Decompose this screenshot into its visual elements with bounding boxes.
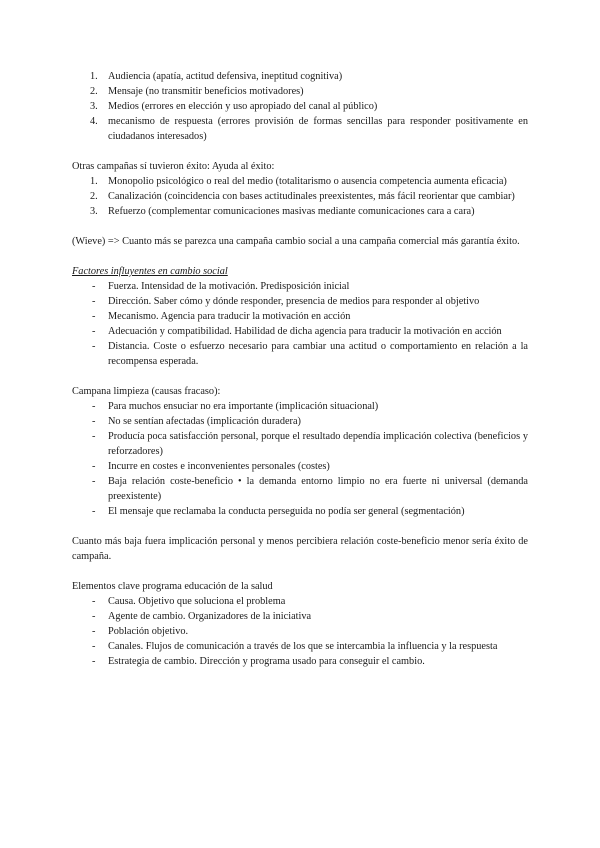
dash-marker: - bbox=[92, 416, 96, 427]
list-item-text: Mecanismo. Agencia para traducir la motivación en acción bbox=[108, 311, 351, 322]
list-item bbox=[72, 324, 528, 339]
paragraph-cuanto-mas-baja: Cuanto más baja fuera implicación personal y menos percibiera relación coste-beneficio menor sería éxito de campaña. bbox=[72, 536, 528, 562]
list-item-text: Adecuación y compatibilidad. Habilidad de dicha agencia para traducir la motivación en acción bbox=[108, 326, 502, 337]
list-item bbox=[72, 294, 528, 309]
list-item bbox=[72, 624, 528, 639]
list-item bbox=[72, 504, 528, 519]
dash-marker: - bbox=[92, 326, 96, 337]
failure-factors-list bbox=[72, 69, 528, 144]
list-item-text: No se sentían afectadas (implicación duradera) bbox=[108, 416, 301, 427]
list-number: 3. bbox=[90, 206, 98, 217]
list-item-text: Causa. Objetivo que soluciona el problema bbox=[108, 596, 286, 607]
dash-marker: - bbox=[92, 476, 96, 487]
list-item-text: Refuerzo (complementar comunicaciones masivas mediante comunicaciones cara a cara) bbox=[108, 206, 475, 217]
dash-marker: - bbox=[92, 611, 96, 622]
paragraph-elementos-clave: Elementos clave programa educación de la salud bbox=[72, 581, 273, 592]
dash-marker: - bbox=[92, 596, 96, 607]
list-item bbox=[72, 474, 528, 504]
list-item-text: Medios (errores en elección y uso apropiado del canal al público) bbox=[108, 101, 378, 112]
list-item-text: Incurre en costes e inconvenientes personales (costes) bbox=[108, 461, 330, 472]
list-item-text: mecanismo de respuesta (errores provisión de formas sencillas para responder positivamente en ciudadanos interesados) bbox=[108, 116, 528, 142]
list-item-text: Baja relación coste-beneficio • la demanda entorno limpio no era fuerte ni universal (demanda preexistente) bbox=[108, 476, 528, 502]
list-item bbox=[72, 639, 528, 654]
list-number: 1. bbox=[90, 71, 98, 82]
list-item-text: Distancia. Coste o esfuerzo necesario para cambiar una actitud o comportamiento en relación a la recompensa esperada. bbox=[108, 341, 528, 367]
dash-marker: - bbox=[92, 281, 96, 292]
list-number: 2. bbox=[90, 191, 98, 202]
list-item-text: Canales. Flujos de comunicación a través de los que se intercambia la influencia y la respuesta bbox=[108, 641, 498, 652]
list-item bbox=[72, 429, 528, 459]
dash-marker: - bbox=[92, 401, 96, 412]
heading-text: Factores influyentes en cambio social bbox=[72, 266, 228, 277]
list-item-text: Estrategia de cambio. Dirección y programa usado para conseguir el cambio. bbox=[108, 656, 425, 667]
elementos-list bbox=[72, 594, 528, 669]
list-item bbox=[72, 414, 528, 429]
list-item bbox=[72, 204, 528, 219]
list-item-text: Dirección. Saber cómo y dónde responder, presencia de medios para responder al objetivo bbox=[108, 296, 480, 307]
list-item bbox=[72, 99, 528, 114]
dash-marker: - bbox=[92, 296, 96, 307]
dash-marker: - bbox=[92, 506, 96, 517]
list-item-text: Población objetivo. bbox=[108, 626, 189, 637]
list-number: 4. bbox=[90, 116, 98, 127]
list-item bbox=[72, 84, 528, 99]
paragraph-otras-campanas: Otras campañas sí tuvieron éxito: Ayuda al éxito: bbox=[72, 161, 275, 172]
list-item bbox=[72, 189, 528, 204]
list-item-text: Agente de cambio. Organizadores de la iniciativa bbox=[108, 611, 312, 622]
paragraph-wieve: (Wieve) => Cuanto más se parezca una campaña cambio social a una campaña comercial más garantía éxito. bbox=[72, 236, 520, 247]
success-factors-list bbox=[72, 174, 528, 219]
dash-marker: - bbox=[92, 431, 96, 442]
dash-marker: - bbox=[92, 341, 96, 352]
list-item bbox=[72, 114, 528, 144]
list-item bbox=[72, 339, 528, 369]
list-item bbox=[72, 309, 528, 324]
factores-list bbox=[72, 279, 528, 369]
list-item bbox=[72, 399, 528, 414]
list-number: 3. bbox=[90, 101, 98, 112]
list-item-text: Producía poca satisfacción personal, porque el resultado dependía implicación colectiva (beneficios y reforzadores) bbox=[108, 431, 528, 457]
list-number: 1. bbox=[90, 176, 98, 187]
list-item-text: Fuerza. Intensidad de la motivación. Predisposición inicial bbox=[108, 281, 350, 292]
dash-marker: - bbox=[92, 461, 96, 472]
paragraph-campana-limpieza: Campana limpieza (causas fracaso): bbox=[72, 386, 221, 397]
dash-marker: - bbox=[92, 641, 96, 652]
list-item bbox=[72, 609, 528, 624]
list-item bbox=[72, 654, 528, 669]
list-item-text: Para muchos ensuciar no era importante (implicación situacional) bbox=[108, 401, 379, 412]
dash-marker: - bbox=[92, 311, 96, 322]
list-item bbox=[72, 594, 528, 609]
list-item bbox=[72, 69, 528, 84]
dash-marker: - bbox=[92, 656, 96, 667]
list-item bbox=[72, 279, 528, 294]
list-number: 2. bbox=[90, 86, 98, 97]
campana-causes-list bbox=[72, 399, 528, 519]
list-item bbox=[72, 459, 528, 474]
list-item-text: Mensaje (no transmitir beneficios motivadores) bbox=[108, 86, 304, 97]
list-item-text: Audiencia (apatía, actitud defensiva, ineptitud cognitiva) bbox=[108, 71, 343, 82]
list-item-text: Canalización (coincidencia con bases actitudinales preexistentes, más fácil reorientar que cambiar) bbox=[108, 191, 515, 202]
list-item-text: Monopolio psicológico o real del medio (totalitarismo o ausencia competencia aumenta eficacia) bbox=[108, 176, 507, 187]
list-item bbox=[72, 174, 528, 189]
list-item-text: El mensaje que reclamaba la conducta perseguida no podía ser general (segmentación) bbox=[108, 506, 465, 517]
dash-marker: - bbox=[92, 626, 96, 637]
section-heading-factores bbox=[72, 264, 528, 279]
